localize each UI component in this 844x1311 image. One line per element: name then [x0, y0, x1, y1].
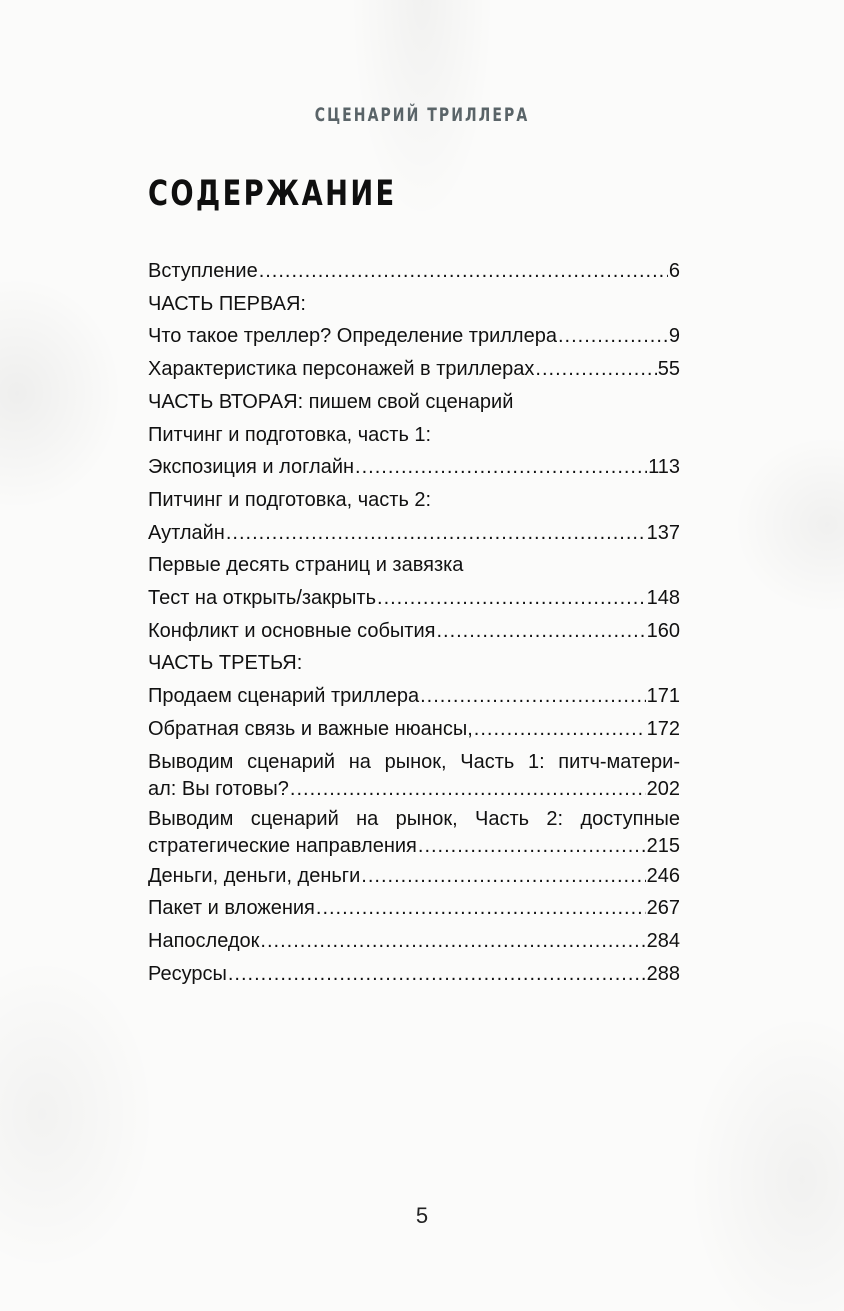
toc-entry-text: Выводим сценарий на рынок, Часть 2: доступные [148, 807, 680, 830]
toc-entry [148, 892, 680, 925]
toc-entry [148, 353, 680, 386]
leader-dots [259, 255, 668, 288]
toc-entry-text: Деньги, деньги, деньги [148, 864, 361, 887]
leader-dots [290, 776, 646, 803]
toc-entry-page: 6 [668, 260, 680, 282]
toc-entry [148, 680, 680, 713]
toc-entry-page: 148 [646, 587, 680, 610]
toc-entry-text: Обратная связь и важные нюансы, [148, 717, 473, 740]
toc-entry-page: 113 [648, 456, 680, 479]
toc-entry-text: Экспозиция и логлайн [148, 456, 355, 479]
toc-entry-text: Напоследок [148, 929, 260, 952]
toc-entry-page: 9 [668, 325, 680, 348]
toc-entry-text: Вступление [148, 260, 258, 282]
leader-dots [420, 680, 646, 713]
toc-part-heading [148, 386, 680, 419]
toc-entry-text: Выводим сценарий на рынок, Часть 1: питч-матери- [148, 750, 680, 773]
toc-entry-page: 160 [646, 619, 680, 642]
toc-entry-text: Первые десять страниц и завязка [148, 554, 464, 577]
toc-entry [148, 958, 680, 991]
running-head: СЦЕНАРИЙ ТРИЛЛЕРА [314, 104, 530, 126]
toc-entry-text: ЧАСТЬ ВТОРАЯ: пишем свой сценарий [148, 390, 514, 413]
toc-entry [148, 451, 680, 484]
toc-entry-page: 288 [646, 962, 680, 985]
toc-entry-text: Питчинг и подготовка, часть 1: [148, 423, 432, 446]
leader-dots [355, 451, 647, 484]
toc-entry [148, 255, 680, 288]
toc-entry [148, 833, 680, 860]
toc-entry-page: 202 [646, 777, 680, 800]
toc-entry-page: 215 [646, 834, 680, 857]
leader-dots [558, 320, 668, 353]
leader-dots [228, 958, 646, 991]
toc-entry-page: 246 [646, 864, 680, 887]
leader-dots [418, 833, 646, 860]
toc-entry-text: Аутлайн [148, 521, 225, 544]
toc-entry-line [148, 803, 680, 833]
leader-dots [226, 517, 646, 550]
toc-entry [148, 776, 680, 803]
page-number: 5 [415, 1203, 429, 1228]
toc-entry-page: 284 [646, 929, 680, 952]
toc-entry [148, 860, 680, 893]
toc-entry [148, 517, 680, 550]
toc-entry-page: 137 [646, 521, 680, 544]
toc-entry-text: Питчинг и подготовка, часть 2: [148, 488, 432, 511]
toc-entry-text: ал: Вы готовы? [148, 777, 289, 800]
toc-part-heading [148, 647, 680, 680]
toc-entry [148, 925, 680, 958]
toc-entry [148, 615, 680, 648]
toc-subheading [148, 484, 680, 517]
toc-entry-page: 171 [646, 685, 680, 708]
toc-entry-text: Характеристика персонажей в триллерах [148, 358, 535, 381]
toc-entry [148, 320, 680, 353]
leader-dots [436, 615, 645, 648]
toc-entry-line [148, 746, 680, 776]
toc-entry [148, 713, 680, 746]
leader-dots [260, 925, 645, 958]
toc-entry-text: ЧАСТЬ ПЕРВАЯ: [148, 292, 306, 315]
leader-dots [535, 353, 656, 386]
toc-entry-text: стратегические направления [148, 834, 417, 857]
toc-entry-page: 55 [657, 358, 680, 381]
leader-dots [361, 860, 645, 893]
leader-dots [316, 892, 646, 925]
toc-entry-text: Пакет и вложения [148, 897, 315, 920]
toc-part-heading [148, 288, 680, 321]
toc-entry-text: Конфликт и основные события [148, 619, 436, 642]
toc-entry-page: 267 [646, 897, 680, 920]
toc-subheading [148, 549, 680, 582]
leader-dots [377, 582, 646, 615]
toc-entry-text: Ресурсы [148, 962, 227, 985]
toc-entry [148, 582, 680, 615]
toc-entry-text: Что такое треллер? Определение триллера [148, 325, 557, 348]
table-of-contents [148, 255, 680, 990]
toc-entry-page: 172 [646, 717, 680, 740]
toc-entry-text: Продаем сценарий триллера [148, 685, 420, 708]
leader-dots [474, 713, 646, 746]
toc-title: СОДЕРЖАНИЕ [148, 174, 397, 214]
toc-entry-text: Тест на открыть/закрыть [148, 587, 377, 610]
toc-subheading [148, 419, 680, 452]
toc-entry-text: ЧАСТЬ ТРЕТЬЯ: [148, 652, 303, 675]
